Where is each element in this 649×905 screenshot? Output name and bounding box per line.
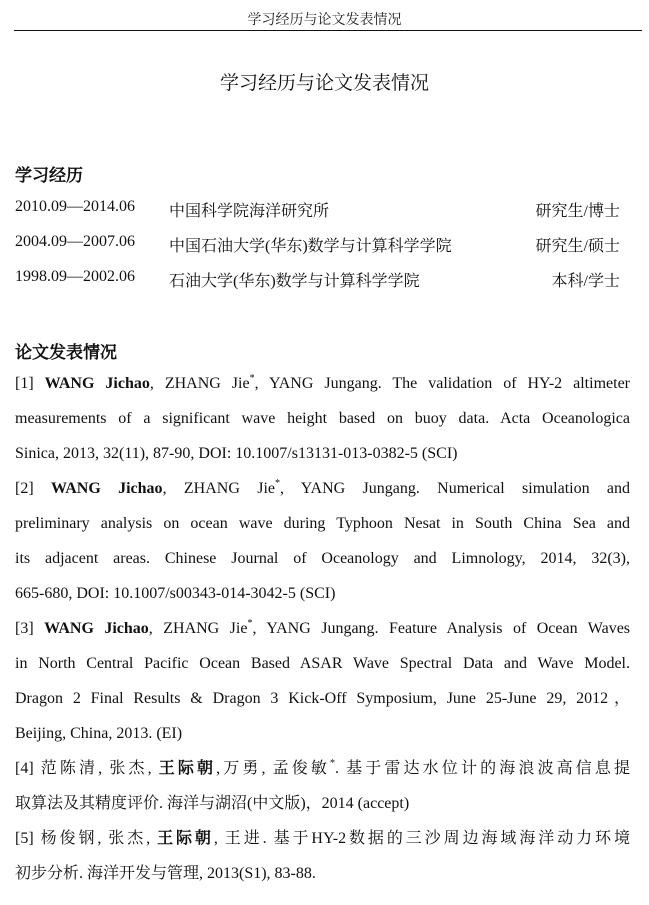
publication-entry (15, 471, 630, 611)
corresponding-author-mark: * (330, 758, 336, 769)
corresponding-author-mark: * (249, 373, 255, 384)
publication-line: measurements of a significant wave height based on buoy data. Acta Oceanologica (15, 410, 630, 427)
coauthors: 杨俊钢, 张杰, (40, 830, 158, 847)
education-dates: 2010.09—2014.06 (15, 198, 135, 215)
publication-line: Sinica, 2013, 32(11), 87-90, DOI: 10.1007/s13131-013-0382-5 (SCI) (15, 445, 458, 462)
corresponding-author-mark: * (275, 478, 280, 489)
publication-line: 665-680, DOI: 10.1007/s00343-014-3042-5 (SCI) (15, 585, 336, 602)
publication-text: , 王进. 基于HY-2数据的三沙周边海域海洋动力环境 (213, 830, 630, 847)
publication-number: [5] (15, 830, 34, 847)
publication-text: , YANG Jungang. Feature Analysis of Ocean Waves (252, 620, 631, 637)
publication-text: . 基于雷达水位计的海浪波高信息提 (335, 760, 630, 777)
coauthors: , ZHANG Jie (162, 480, 275, 497)
publication-entry (15, 611, 630, 751)
publications-heading: 论文发表情况 (15, 343, 117, 362)
publication-line: 取算法及其精度评价. 海洋与湖沼(中文版)，2014 (accept) (15, 795, 410, 812)
publication-entry (15, 751, 630, 821)
publication-number: [2] (15, 480, 34, 497)
publication-number: [4] (15, 760, 34, 777)
publication-line: preliminary analysis on ocean wave during Typhoon Nesat in South China Sea and (15, 515, 630, 532)
publication-line (15, 821, 630, 856)
publication-line (15, 366, 630, 401)
coauthors: , ZHANG Jie (148, 620, 248, 637)
education-degree: 本科/学士 (551, 273, 620, 290)
education-degree: 研究生/博士 (535, 203, 620, 220)
education-institution: 中国石油大学(华东)数学与计算科学学院 (169, 238, 452, 255)
education-heading: 学习经历 (15, 166, 83, 185)
education-dates: 1998.09—2002.06 (15, 268, 135, 285)
running-header: 学习经历与论文发表情况 (247, 13, 402, 28)
publication-entry (15, 821, 630, 891)
coauthors: , ZHANG Jie (149, 375, 250, 392)
education-row (15, 233, 620, 257)
publication-line: its adjacent areas. Chinese Journal of Oceanology and Limnology, 2014, 32(3), (15, 550, 630, 567)
publication-text: , YANG Jungang. The validation of HY-2 altimeter (254, 375, 630, 392)
education-row (15, 198, 620, 222)
publication-number: [1] (15, 375, 34, 392)
coauthors: ,万勇, 孟俊敏 (216, 760, 331, 777)
header-rule (14, 30, 642, 31)
publication-line (15, 751, 630, 786)
education-row (15, 268, 620, 292)
publication-text: , YANG Jungang. Numerical simulation and (280, 480, 631, 497)
highlighted-author: WANG Jichao (51, 480, 163, 497)
publication-line: Dragon 2 Final Results & Dragon 3 Kick-Off Symposium, June 25-June 29, 2012， (15, 690, 630, 707)
corresponding-author-mark: * (247, 618, 253, 629)
education-degree: 研究生/硕士 (535, 238, 620, 255)
education-dates: 2004.09—2007.06 (15, 233, 135, 250)
publication-line: Beijing, China, 2013. (EI) (15, 725, 183, 742)
education-institution: 石油大学(华东)数学与计算科学学院 (169, 273, 420, 290)
publication-line: 初步分析. 海洋开发与管理, 2013(S1), 83-88. (15, 865, 316, 882)
page-title: 学习经历与论文发表情况 (219, 73, 429, 94)
highlighted-author: WANG Jichao (44, 375, 150, 392)
publication-line (15, 471, 630, 506)
highlighted-author: WANG Jichao (44, 620, 149, 637)
publication-line (15, 611, 630, 646)
highlighted-author: 王际朝 (158, 760, 217, 777)
education-institution: 中国科学院海洋研究所 (169, 203, 330, 220)
publication-line: in North Central Pacific Ocean Based ASAR Wave Spectral Data and Wave Model. (15, 655, 630, 672)
publication-entry (15, 366, 630, 471)
coauthors: 范陈清, 张杰, (40, 760, 159, 777)
highlighted-author: 王际朝 (157, 830, 214, 847)
publication-number: [3] (15, 620, 34, 637)
